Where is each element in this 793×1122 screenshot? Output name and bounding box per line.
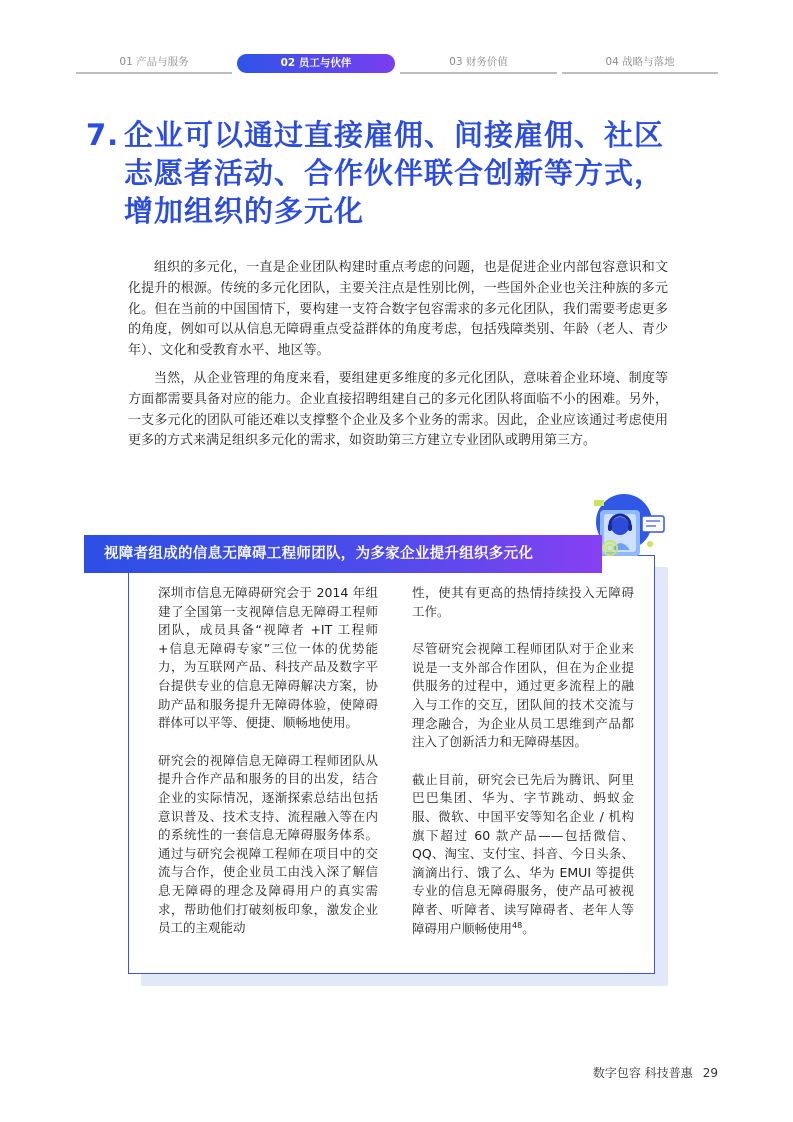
- page-footer: [593, 1064, 718, 1081]
- body-paragraph-2: 当然，从企业管理的角度来看，要组建更多维度的多元化团队，意味着企业环境、制度等方面都需要具备对应的能力。企业直接招聘组建自己的多元化团队将面临不小的困难。另外，一支多元化的团队可能还难以支撑整个企业及多个业务的需求。因此，企业应该通过考虑使用更多的方式来满足组织多元化的需求，如资助第三方建立专业团队或聘用第三方。: [128, 371, 668, 449]
- heading-line-1: 7. 企业可以通过直接雇佣、间接雇佣、社区: [86, 118, 665, 152]
- page-number: 29: [702, 1066, 718, 1080]
- case-paragraph: 尽管研究会视障工程师团队对于企业来说是一支外部合作团队，但在为企业提供服务的过程中，通过更多流程上的融入与工作的交互，团队间的技术交流与理念融合，为企业从员工思维到产品都注入了创新活力和无障碍基因。: [412, 641, 634, 750]
- person-with-headphones-illustration-icon: [590, 492, 672, 564]
- tab-products-services[interactable]: 01 产品与服务: [76, 52, 232, 74]
- body-paragraph-1: 组织的多元化，一直是企业团队构建时重点考虑的问题，也是促进企业内部包容意识和文化提升的根源。传统的多元化团队，主要关注点是性别比例，一些国外企业也关注种族的多元化。但在当前的中国国情下，要构建一支符合数字包容需求的多元化团队，我们需要考虑更多的角度，例如可以从信息无障碍重点受益群体的角度考虑，包括残障类别、年龄（老人、青少年）、文化和受教育水平、地区等。: [128, 260, 668, 359]
- heading-line-3: 增加组织的多元化: [124, 194, 365, 228]
- case-column-left: [158, 584, 378, 957]
- case-paragraph: 深圳市信息无障碍研究会于 2014 年组建了全国第一支视障信息无障碍工程师团队，成员具备“视障者 +IT 工程师+信息无障碍专家”三位一体的优势能力，为互联网产品、科技产品及数字平台提供专业的信息无障碍解决方案，协助产品和服务提升无障碍体验，使障碍群体可以平等、便捷、顺畅地使用。: [158, 585, 378, 731]
- tab-strategy-implementation[interactable]: 04 战略与落地: [562, 52, 718, 74]
- heading-line-2: 志愿者活动、合作伙伴联合创新等方式，: [124, 156, 665, 190]
- case-box-title: 视障者组成的信息无障碍工程师团队，为多家企业提升组织多元化: [84, 535, 602, 573]
- footnote-reference[interactable]: 48: [512, 920, 523, 930]
- tab-employees-partners[interactable]: 02 员工与伙伴: [237, 54, 395, 73]
- footer-title: 数字包容 科技普惠: [592, 1066, 693, 1080]
- section-number: 7.: [86, 118, 120, 152]
- case-paragraph: 研究会的视障信息无障碍工程师团队从提升合作产品和服务的目的出发，结合企业的实际情况，逐渐探索总结出包括意识普及、技术支持、流程融入等在内的系统性的一套信息无障碍服务体系。通过与研究会视障工程师在项目中的交流与合作，使企业员工由浅入深了解信息无障碍的理念及障碍用户的真实需求，帮助他们打破刻板印象，激发企业员工的主观能动: [158, 752, 378, 936]
- case-column-right: [412, 584, 634, 957]
- tab-financial-value[interactable]: 03 财务价值: [400, 52, 557, 74]
- case-paragraph: 性，使其有更高的热情持续投入无障碍工作。: [412, 585, 634, 619]
- case-paragraph-last: 截止目前，研究会已先后为腾讯、阿里巴巴集团、华为、字节跳动、蚂蚁金服、微软、中国平安等知名企业 / 机构旗下超过 60 款产品——包括微信、QQ、淘宝、支付宝、抖音、今日头条、滴滴出行、饿了么、华为 EMUI 等提供专业的信息无障碍服务，使产品可被视障者、听障者、读写障碍者、老年人等障碍用户顺畅使用$^{48}$。: [412, 771, 634, 936]
- section-tabs: [76, 52, 718, 74]
- section-heading: [86, 116, 686, 230]
